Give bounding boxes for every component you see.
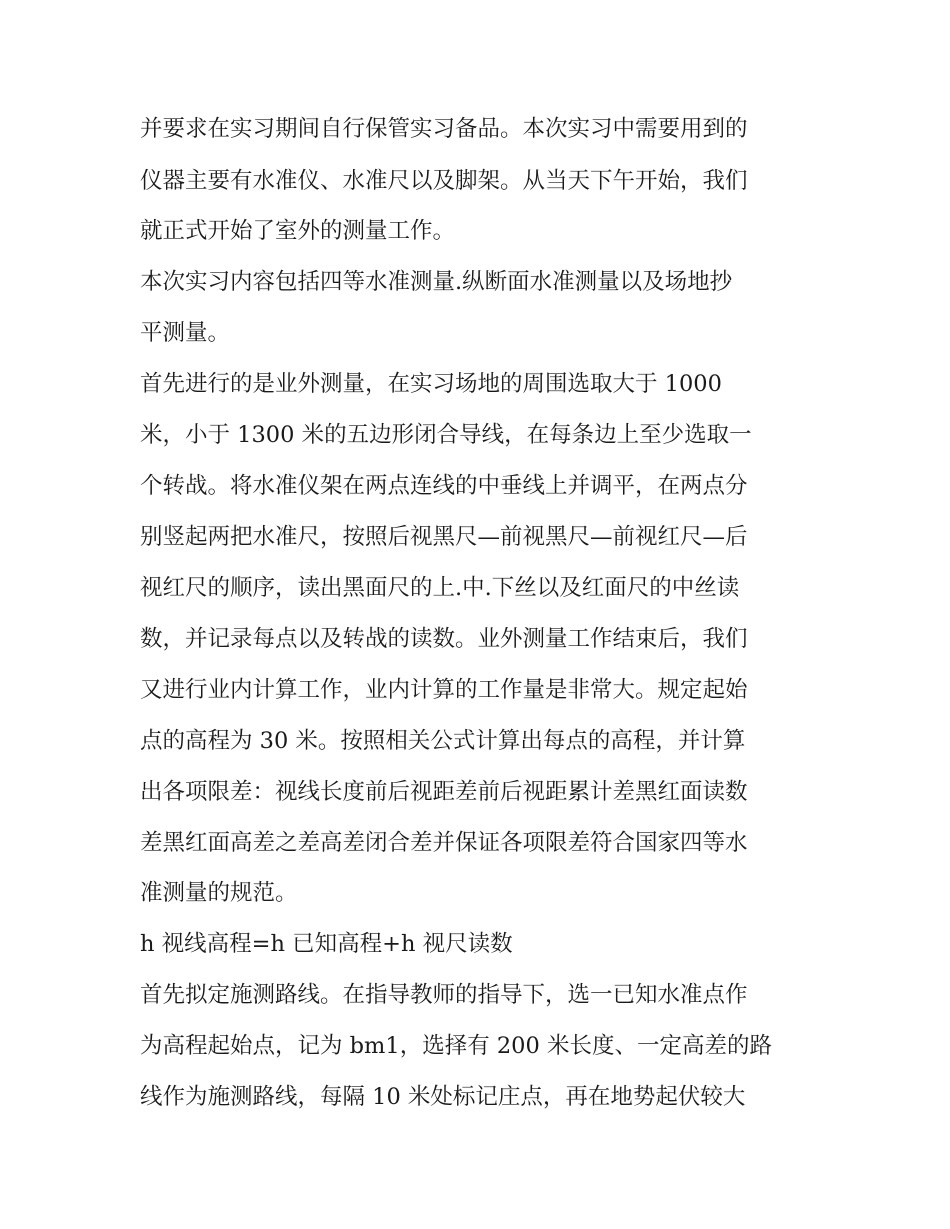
- text-line: 仪器主要有水准仪、水准尺以及脚架。从当天下午开始，我们: [140, 168, 748, 194]
- text-line: 准测量的规范。: [140, 880, 298, 906]
- text-line: 首先进行的是业外测量，在实习场地的周围选取大于 1000: [140, 371, 722, 397]
- text-line: 并要求在实习期间自行保管实习备品。本次实习中需要用到的: [140, 116, 748, 142]
- text-line: h 视线高程=h 已知高程+h 视尺读数: [140, 931, 513, 957]
- text-line: 点的高程为 30 米。按照相关公式计算出每点的高程，并计算: [140, 728, 746, 754]
- text-line: 首先拟定施测路线。在指导教师的指导下，选一已知水准点作: [140, 982, 748, 1008]
- text-line: 线作为施测路线，每隔 10 米处标记庄点，再在地势起伏较大: [140, 1084, 746, 1110]
- text-line: 差黑红面高差之差高差闭合差并保证各项限差符合国家四等水: [140, 830, 748, 856]
- text-line: 就正式开始了室外的测量工作。: [140, 218, 456, 244]
- text-line: 出各项限差：视线长度前后视距差前后视距累计差黑红面读数: [140, 779, 748, 805]
- text-line: 又进行业内计算工作，业内计算的工作量是非常大。规定起始: [140, 677, 748, 703]
- text-line: 视红尺的顺序，读出黑面尺的上.中.下丝以及红面尺的中丝读: [140, 575, 740, 601]
- text-line: 为高程起始点，记为 bm1，选择有 200 米长度、一定高差的路: [140, 1033, 772, 1059]
- text-line: 平测量。: [140, 320, 231, 346]
- text-line: 本次实习内容包括四等水准测量.纵断面水准测量以及场地抄: [140, 269, 733, 295]
- text-line: 别竖起两把水准尺，按照后视黑尺—前视黑尺—前视红尺—后: [140, 524, 748, 550]
- text-line: 米，小于 1300 米的五边形闭合导线，在每条边上至少选取一: [140, 422, 752, 448]
- text-line: 个转战。将水准仪架在两点连线的中垂线上并调平，在两点分: [140, 473, 748, 499]
- text-line: 数，并记录每点以及转战的读数。业外测量工作结束后，我们: [140, 626, 748, 652]
